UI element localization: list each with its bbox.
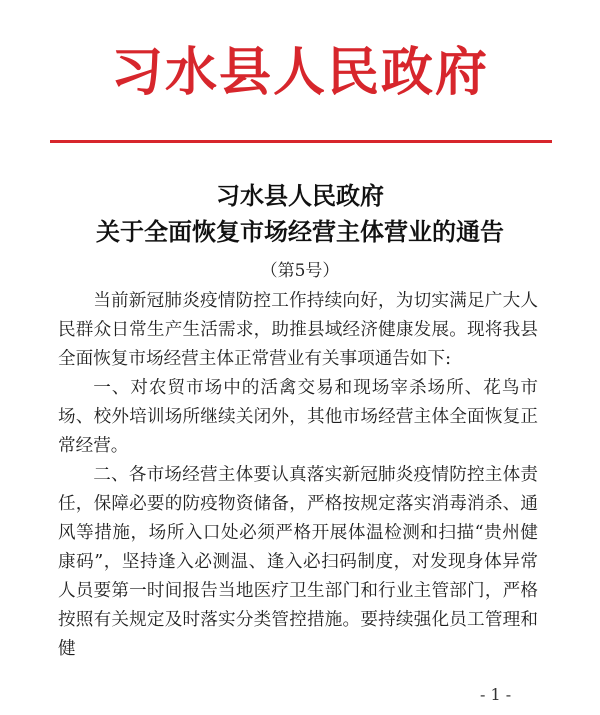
header-red-rule bbox=[50, 140, 552, 143]
paragraph-item-1: 一、对农贸市场中的活禽交易和现场宰杀场所、花鸟市场、校外培训场所继续关闭外，其他市场经营主体全面恢复正常经营。 bbox=[58, 378, 538, 456]
document-header-org-name: 习水县人民政府 bbox=[110, 42, 489, 103]
paragraph-item-2: 二、各市场经营主体要认真落实新冠肺炎疫情防控主体责任，保障必要的防疫物资储备，严格按规定落实消毒消杀、通风等措施，场所入口处必须严格开展体温检测和扫描“贵州健康码”，坚持逢入必测温、逢入必扫码制度，对发现身体异常人员要第一时间报告当地医疗卫生部门和行业主管部门，严格按照有关规定及时落实分类管控措施。要持续强化员工管理和健 bbox=[58, 465, 538, 659]
notice-title-line2: 关于全面恢复市场经营主体营业的通告 bbox=[96, 217, 504, 246]
document-number: （第5号） bbox=[260, 261, 340, 281]
page-number: - 1 - bbox=[480, 685, 512, 704]
paragraph-intro: 当前新冠肺炎疫情防控工作持续向好，为切实满足广大人民群众日常生产生活需求，助推县域经济健康发展。现将我县全面恢复市场经营主体正常营业有关事项通告如下: bbox=[58, 291, 538, 369]
notice-title-line1: 习水县人民政府 bbox=[216, 181, 384, 210]
